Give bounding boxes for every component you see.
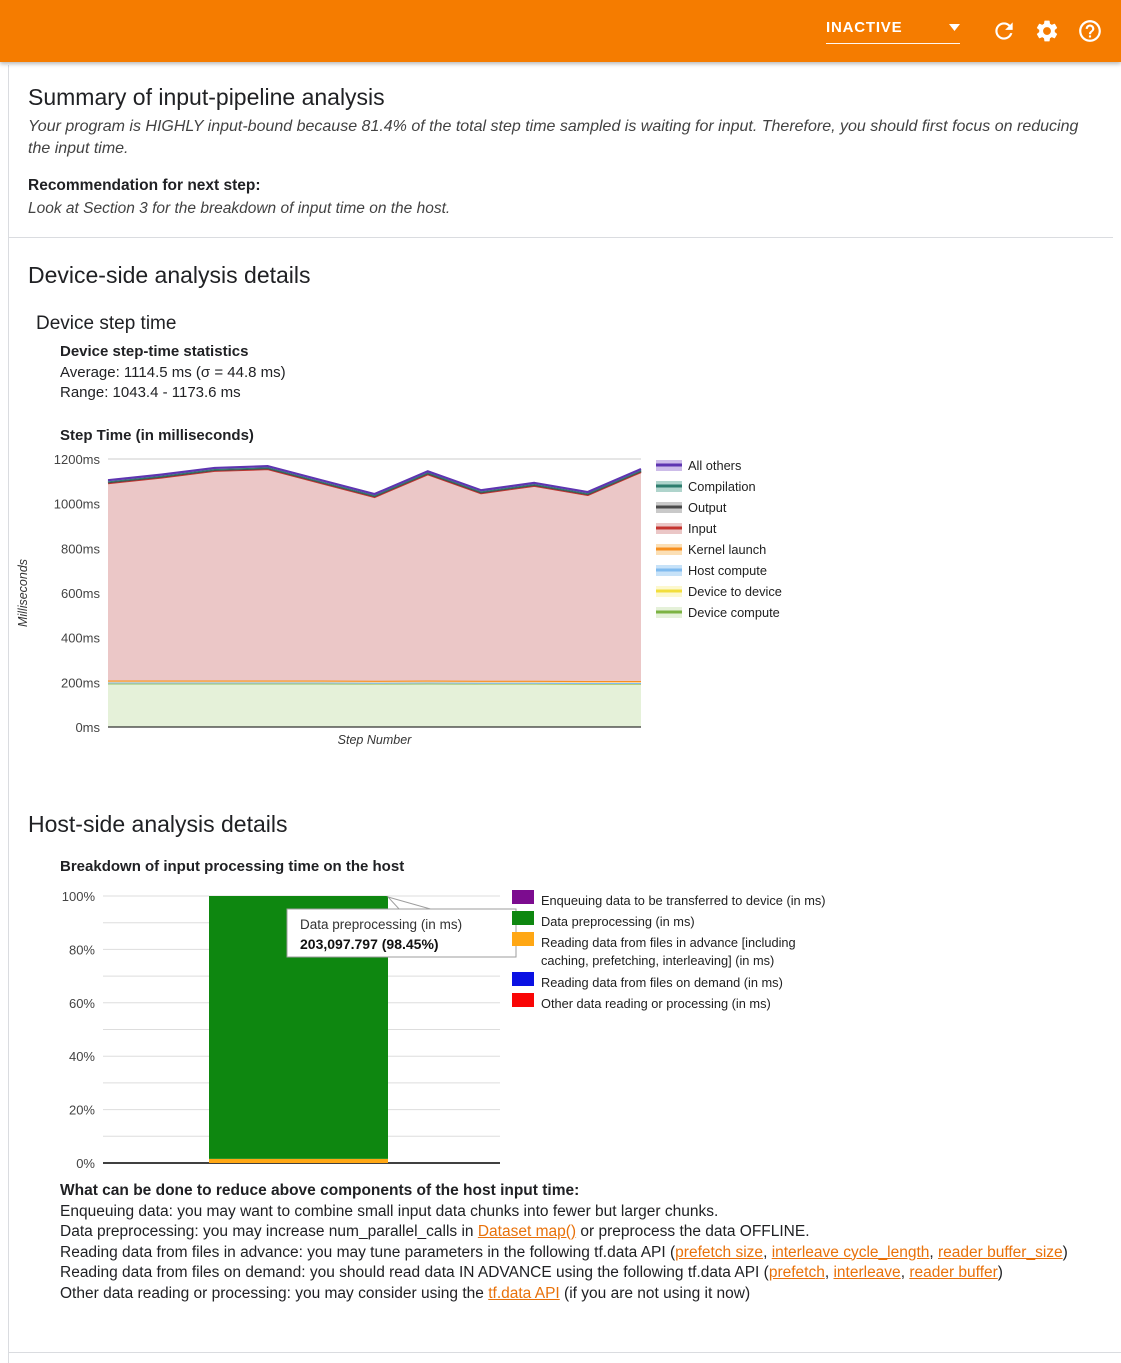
y-tick: 400ms (60, 630, 100, 646)
bar-segment (209, 1159, 388, 1163)
y-tick: 40% (68, 1049, 95, 1065)
tfdata-api-link[interactable]: prefetch (768, 1264, 825, 1281)
bottom-divider (8, 1352, 1121, 1353)
y-tick: 200ms (60, 675, 100, 691)
guidance-line (60, 1243, 1092, 1264)
step-time-chart[interactable] (0, 450, 1100, 765)
guidance-text: ) (997, 1264, 1003, 1281)
device-stats-average: Average: 1114.5 ms (σ = 44.8 ms) (60, 364, 286, 381)
tooltip-value: 203,097.797 (98.45%) (300, 936, 439, 952)
tooltip-label: Data preprocessing (in ms) (300, 917, 463, 932)
y-tick: 1000ms (53, 496, 100, 512)
tooltip-pointer (388, 897, 434, 910)
y-tick: 100% (61, 889, 95, 904)
host-breakdown-chart[interactable] (0, 883, 1100, 1188)
area-band (108, 683, 641, 727)
section-divider (8, 237, 1113, 238)
y-tick: 600ms (60, 586, 100, 601)
host-section-title: Host-side analysis details (28, 811, 288, 837)
guidance-text: (if you are not using it now) (559, 1284, 751, 1302)
area-band (108, 469, 641, 681)
y-tick: 0ms (75, 720, 100, 735)
legend-label: Input (688, 521, 717, 536)
tfdata-api-link[interactable]: tf.data API (488, 1284, 560, 1302)
y-tick: 20% (68, 1102, 95, 1118)
guidance-text: , (763, 1243, 772, 1261)
y-tick: 0% (76, 1156, 95, 1171)
step-time-chart-svg (0, 450, 1100, 760)
tfdata-api-link[interactable]: reader buffer (909, 1264, 998, 1281)
legend-swatch (512, 932, 534, 946)
guidance-text: ) (1062, 1243, 1068, 1261)
guidance-text: Enqueuing data: you may want to combine small input data chunks into fewer but larger chunks. (60, 1202, 719, 1220)
help-button[interactable] (1077, 18, 1103, 44)
toolbar (0, 0, 1121, 62)
legend-label: Reading data from files on demand (in ms) (541, 975, 783, 990)
x-axis-label: Step Number (337, 733, 412, 747)
refresh-icon (991, 18, 1017, 44)
guidance-text: , (929, 1243, 938, 1261)
device-step-time-subtitle: Device step time (36, 313, 177, 334)
device-section-title: Device-side analysis details (28, 262, 311, 288)
summary-intro: Your program is HIGHLY input-bound because 81.4% of the total step time sampled is waiting for input. Therefore, you should first focus on reducing the input time. (28, 118, 1079, 157)
guidance-line (60, 1284, 1092, 1305)
host-breakdown-chart-svg (0, 883, 1100, 1183)
legend-swatch (512, 972, 534, 986)
legend-label: Output (688, 500, 727, 515)
refresh-button[interactable] (991, 18, 1017, 44)
gear-icon (1034, 18, 1060, 44)
y-axis-label: Milliseconds (16, 558, 30, 628)
legend-swatch (512, 911, 534, 925)
tfdata-api-link[interactable]: Dataset map() (477, 1223, 577, 1240)
guidance-title: What can be done to reduce above components of the host input time: (60, 1182, 580, 1199)
guidance-text: Data preprocessing: you may increase num_parallel_calls in (60, 1223, 478, 1240)
host-guidance (60, 1181, 1092, 1304)
chevron-down-icon (949, 24, 960, 31)
guidance-text: Other data reading or processing: you may consider using the (60, 1284, 489, 1302)
legend-label: Host compute (688, 563, 767, 578)
host-breakdown-chart-title: Breakdown of input processing time on the host (60, 858, 405, 875)
run-status-label: INACTIVE (826, 18, 903, 36)
summary-title: Summary of input-pipeline analysis (28, 84, 385, 110)
legend-label: Device compute (688, 605, 780, 620)
legend-label: Other data reading or processing (in ms) (541, 996, 771, 1011)
tfdata-api-link[interactable]: interleave (833, 1264, 901, 1281)
legend-swatch (512, 890, 534, 904)
legend-label: Data preprocessing (in ms) (541, 914, 695, 929)
legend-label: Kernel launch (688, 542, 767, 557)
run-status-dropdown[interactable] (826, 19, 960, 44)
legend-swatch (512, 993, 534, 1007)
legend-label: Compilation (688, 479, 756, 494)
guidance-line (60, 1222, 1092, 1243)
legend-label: caching, prefetching, interleaving] (in ms) (541, 953, 775, 968)
y-tick: 60% (68, 995, 95, 1011)
device-stats-range: Range: 1043.4 - 1173.6 ms (60, 384, 241, 401)
legend-label: Reading data from files in advance [including (541, 935, 796, 950)
guidance-text: Reading data from files on demand: you should read data IN ADVANCE using the following tf.data API ( (60, 1264, 769, 1281)
guidance-line (60, 1263, 1092, 1284)
tfdata-api-link[interactable]: interleave cycle_length (771, 1243, 930, 1261)
tfdata-api-link[interactable]: prefetch size (675, 1243, 764, 1261)
tfdata-api-link[interactable]: reader buffer_size (938, 1243, 1063, 1261)
step-time-chart-title: Step Time (in milliseconds) (60, 427, 254, 444)
y-tick: 1200ms (53, 452, 100, 467)
legend-label: Enqueuing data to be transferred to device (in ms) (541, 893, 826, 908)
legend-label: All others (688, 458, 742, 473)
help-icon (1077, 18, 1103, 44)
y-tick: 800ms (60, 541, 100, 557)
y-tick: 80% (68, 942, 95, 958)
legend-label: Device to device (688, 584, 782, 599)
guidance-text: , (900, 1264, 910, 1281)
recommendation-label: Recommendation for next step: (28, 177, 261, 194)
settings-button[interactable] (1034, 18, 1060, 44)
device-stats-title: Device step-time statistics (60, 343, 249, 360)
guidance-text: or preprocess the data OFFLINE. (576, 1223, 810, 1240)
guidance-text: , (824, 1264, 834, 1281)
recommendation-text: Look at Section 3 for the breakdown of input time on the host. (28, 200, 451, 217)
guidance-line (60, 1202, 1092, 1223)
guidance-text: Reading data from files in advance: you may tune parameters in the following tf.data API ( (60, 1243, 676, 1261)
